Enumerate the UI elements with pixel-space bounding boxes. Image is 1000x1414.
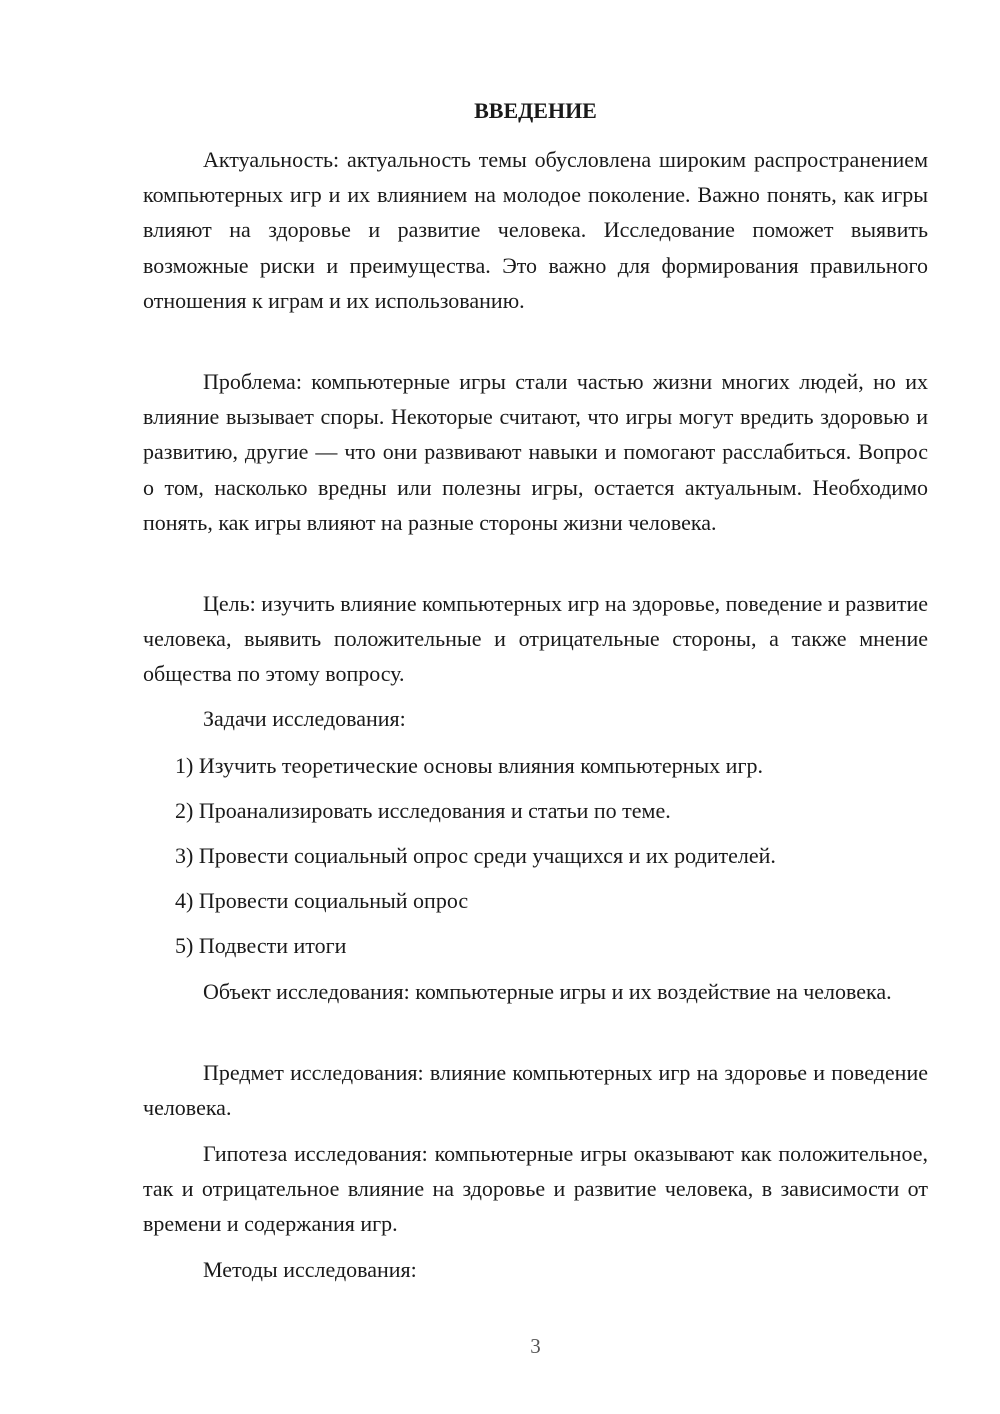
page-number: 3	[530, 1334, 541, 1358]
paragraph-relevance: Актуальность: актуальность темы обусловлена широким распространением компьютерных игр и их влиянием на молодое поколение. Важно понять, как игры влияют на здоровье и развитие человека. Исследование поможет выявить возможные риски и преимущества. Это важно для формирования правильного отношения к играм и их использованию.	[143, 147, 928, 313]
paragraph-hypothesis: Гипотеза исследования: компьютерные игры оказывают как положительное, так и отрицательное влияние на здоровье и развитие человека, в зависимости от времени и содержания игр.	[143, 1141, 928, 1237]
paragraph-methods-title: Методы исследования:	[203, 1257, 417, 1282]
paragraph-subject: Предмет исследования: влияние компьютерных игр на здоровье и поведение человека.	[143, 1060, 928, 1121]
task-item: 4) Провести социальный опрос	[175, 888, 469, 913]
task-item: 1) Изучить теоретические основы влияния компьютерных игр.	[175, 753, 763, 778]
paragraph-problem: Проблема: компьютерные игры стали частью жизни многих людей, но их влияние вызывает споры. Некоторые считают, что игры могут вредить здоровью и развитию, другие — что они развивают навыки и помогают расслабиться. Вопрос о том, насколько вредны или полезны игры, остается актуальным. Необходимо понять, как игры влияют на разные стороны жизни человека.	[143, 369, 928, 535]
paragraph-tasks-title: Задачи исследования:	[203, 706, 406, 731]
task-item: 3) Провести социальный опрос среди учащихся и их родителей.	[175, 843, 776, 868]
task-item: 5) Подвести итоги	[175, 933, 347, 958]
page-heading: ВВЕДЕНИЕ	[474, 98, 597, 123]
task-item: 2) Проанализировать исследования и статьи по теме.	[175, 798, 671, 823]
paragraph-object: Объект исследования: компьютерные игры и их воздействие на человека.	[203, 979, 892, 1004]
paragraph-goal: Цель: изучить влияние компьютерных игр на здоровье, поведение и развитие человека, выявить положительные и отрицательные стороны, а также мнение общества по этому вопросу.	[143, 591, 928, 687]
